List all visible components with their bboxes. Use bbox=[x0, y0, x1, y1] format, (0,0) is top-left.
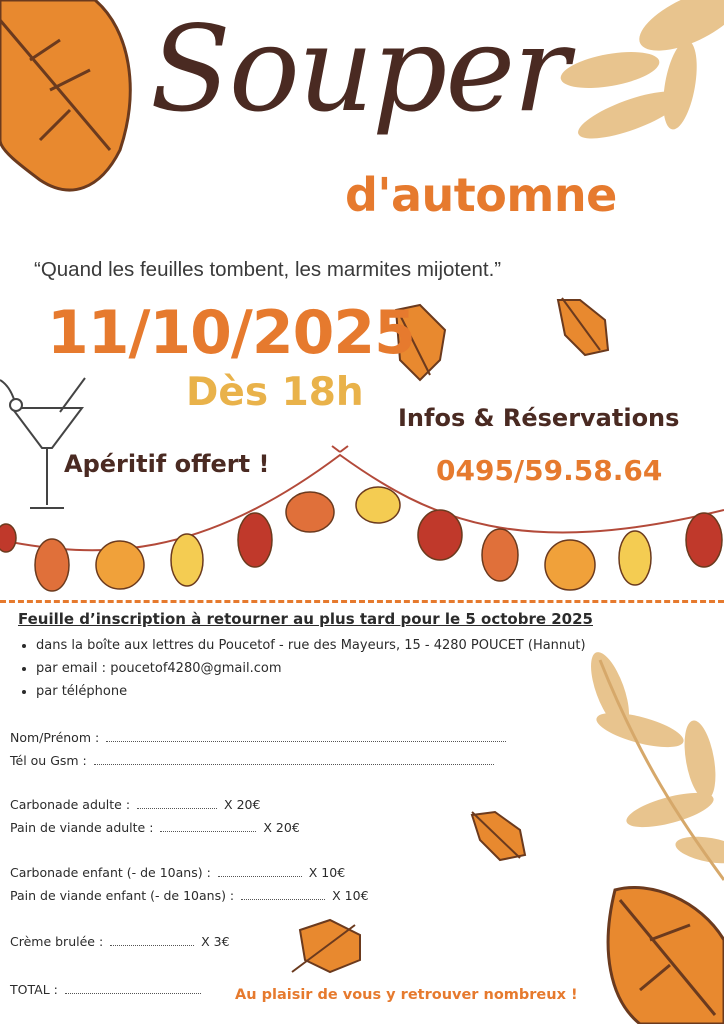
carbonade-adulte-field[interactable] bbox=[10, 797, 260, 812]
oak-leaf-icon bbox=[558, 0, 724, 148]
field-label: TOTAL : bbox=[10, 982, 58, 997]
contact-heading: Infos & Réservations bbox=[398, 404, 680, 432]
list-item: • dans la boîte aux lettres du Poucetof - rue des Mayeurs, 15 - 4280 POUCET (Hannut) bbox=[36, 634, 586, 657]
dashed-divider bbox=[0, 600, 724, 603]
quote: “Quand les feuilles tombent, les marmites mijotent.” bbox=[34, 258, 502, 281]
fill-line[interactable] bbox=[65, 983, 201, 994]
event-date: 11/10/2025 bbox=[47, 298, 415, 368]
oak-leaf-icon bbox=[0, 0, 130, 190]
aperitif-label: Apéritif offert ! bbox=[64, 450, 270, 478]
maple-leaf-icon bbox=[292, 920, 360, 972]
creme-field[interactable] bbox=[10, 934, 230, 949]
name-field[interactable] bbox=[10, 730, 509, 745]
field-label: Carbonade enfant (- de 10ans) : bbox=[10, 865, 211, 880]
fill-line[interactable] bbox=[106, 731, 506, 742]
price: X 20€ bbox=[263, 820, 300, 835]
event-time: Dès 18h bbox=[186, 370, 364, 415]
fill-line[interactable] bbox=[137, 798, 217, 809]
phone-field[interactable] bbox=[10, 753, 497, 768]
fill-line[interactable] bbox=[160, 821, 256, 832]
cocktail-glass-icon bbox=[0, 378, 85, 508]
price: X 10€ bbox=[308, 865, 346, 880]
price: X 3€ bbox=[201, 934, 230, 949]
price: X 10€ bbox=[332, 888, 369, 903]
maple-leaf-icon bbox=[472, 812, 525, 860]
field-label: Carbonade adulte : bbox=[10, 797, 131, 812]
field-label: Crème brulée : bbox=[10, 934, 104, 949]
list-item[interactable]: • par email : poucetof4280@gmail.com bbox=[36, 657, 586, 680]
field-label: Tél ou Gsm : bbox=[10, 753, 87, 768]
maple-leaf-icon bbox=[558, 298, 608, 355]
contact-phone[interactable]: 0495/59.58.64 bbox=[436, 454, 663, 487]
title-souper: Souper bbox=[150, 0, 568, 138]
title-automne: d'automne bbox=[345, 168, 617, 222]
carbonade-enfant-field[interactable] bbox=[10, 865, 345, 880]
field-label: Pain de viande adulte : bbox=[10, 820, 154, 835]
field-label: Pain de viande enfant (- de 10ans) : bbox=[10, 888, 235, 903]
maple-leaf-icon bbox=[608, 887, 724, 1024]
pain-adulte-field[interactable] bbox=[10, 820, 300, 835]
list-item: • par téléphone bbox=[36, 680, 586, 703]
price: X 20€ bbox=[224, 797, 261, 812]
field-label: Nom/Prénom : bbox=[10, 730, 100, 745]
return-options-list bbox=[18, 634, 586, 703]
closing-message: Au plaisir de vous y retrouver nombreux ! bbox=[235, 987, 578, 1003]
form-heading: Feuille d’inscription à retourner au plus tard pour le 5 octobre 2025 bbox=[18, 610, 593, 628]
total-field[interactable] bbox=[10, 982, 204, 997]
oak-leaf-icon bbox=[583, 648, 724, 880]
pain-enfant-field[interactable] bbox=[10, 888, 369, 903]
fill-line[interactable] bbox=[241, 889, 325, 900]
fill-line[interactable] bbox=[218, 866, 302, 877]
fill-line[interactable] bbox=[110, 935, 194, 946]
fill-line[interactable] bbox=[94, 754, 494, 765]
